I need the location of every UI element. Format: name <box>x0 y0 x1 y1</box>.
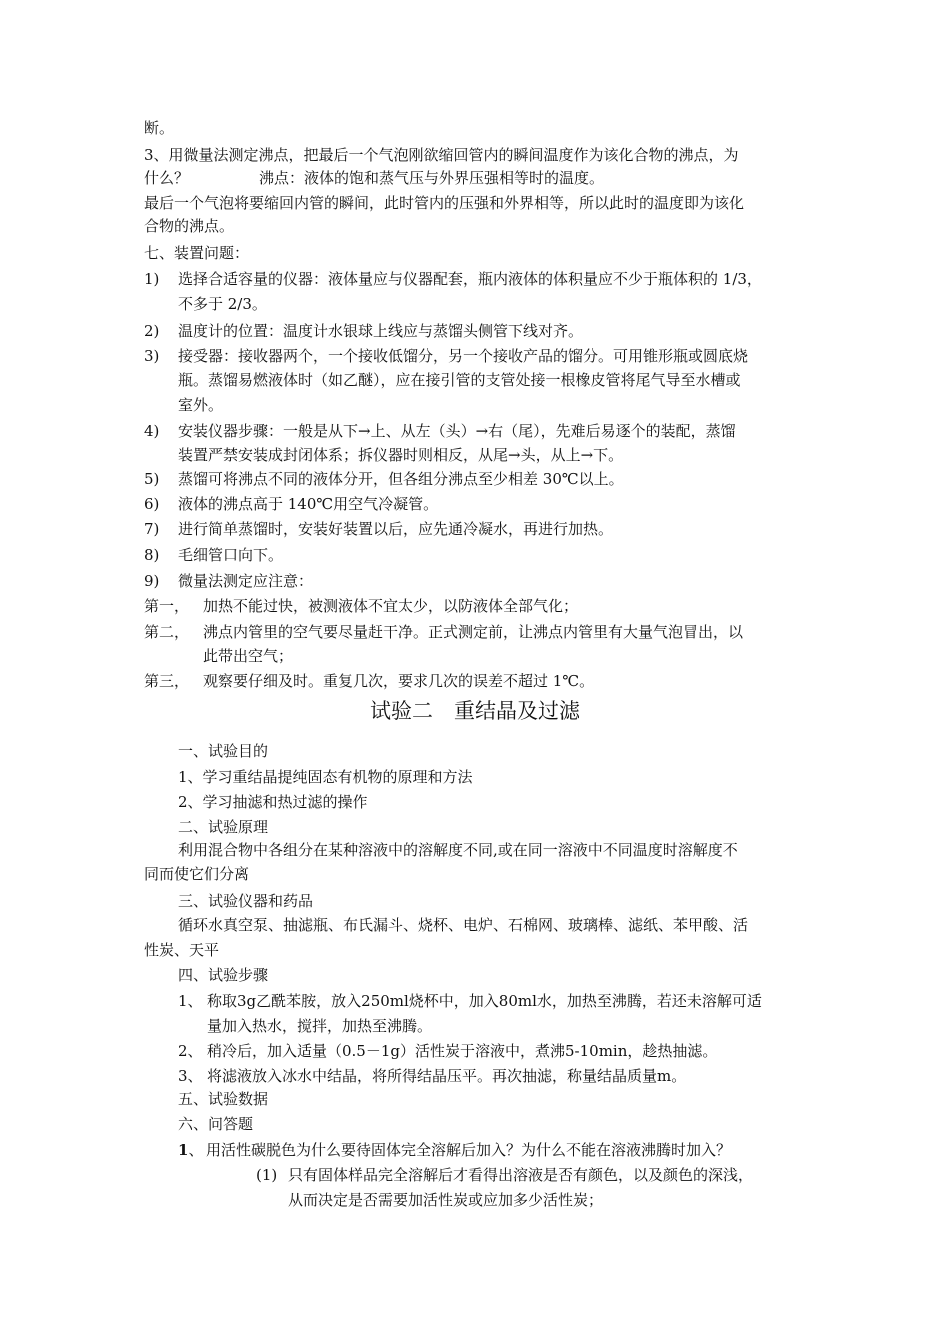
step-number: 3、 <box>178 1067 203 1085</box>
list-item-number: 4) <box>144 422 160 440</box>
step-number: 1、 <box>178 992 203 1010</box>
list-item-line: 装置严禁安装成封闭体系；拆仪器时则相反，从尾→头，从上→下。 <box>178 446 624 464</box>
subsection-title: 三、试验仪器和药品 <box>178 892 314 910</box>
note-line: 加热不能过快，被测液体不宜太少，以防液体全部气化； <box>203 597 579 615</box>
list-item-number: 6) <box>144 495 160 513</box>
note-line: 观察要仔细及时。重复几次，要求几次的误差不超过 1℃。 <box>203 672 595 690</box>
subsection-title: 五、试验数据 <box>178 1090 269 1108</box>
answer-line: 从而决定是否需要加活性炭或应加多少活性炭； <box>288 1191 604 1209</box>
note-label: 第三， <box>144 672 190 690</box>
list-item-line: 室外。 <box>178 396 224 414</box>
list-item-number: 7) <box>144 520 160 538</box>
list-item-number: 2) <box>144 322 160 340</box>
subsection-title: 二、试验原理 <box>178 818 269 836</box>
list-item-line: 安装仪器步骤：一般是从下→上、从左（头）→右（尾），先难后易逐个的装配，蒸馏 <box>178 422 736 440</box>
note-line: 此带出空气； <box>203 647 294 665</box>
text-line: 1、学习重结晶提纯固态有机物的原理和方法 <box>178 768 473 786</box>
list-item-line: 温度计的位置：温度计水银球上线应与蒸馏头侧管下线对齐。 <box>178 322 584 340</box>
list-item-line: 不多于 2/3。 <box>178 295 267 313</box>
text-line: 3、用微量法测定沸点，把最后一个气泡刚欲缩回管内的瞬间温度作为该化合物的沸点，为 <box>144 146 739 164</box>
question-text: 用活性碳脱色为什么要待固体完全溶解后加入？为什么不能在溶液沸腾时加入？ <box>206 1141 732 1159</box>
text-line: 合物的沸点。 <box>144 217 235 235</box>
list-item-line: 瓶。蒸馏易燃液体时（如乙醚），应在接引管的支管处接一根橡皮管将尾气导至水槽或 <box>178 371 741 389</box>
experiment-title: 试验二 重结晶及过滤 <box>370 699 580 723</box>
section-title: 七、装置问题： <box>144 244 250 262</box>
note-line: 沸点内管里的空气要尽量赶干净。正式测定前，让沸点内管里有大量气泡冒出，以 <box>203 623 744 641</box>
list-item-number: 5) <box>144 470 160 488</box>
subsection-title: 六、问答题 <box>178 1115 254 1133</box>
text-span: 沸点：液体的饱和蒸气压与外界压强相等时的温度。 <box>259 169 605 187</box>
list-item-number: 3) <box>144 347 160 365</box>
text-line <box>144 168 604 188</box>
question-sep: 、 <box>188 1141 204 1159</box>
list-item-line: 微量法测定应注意： <box>178 572 314 590</box>
text-line: 最后一个气泡将要缩回内管的瞬间，此时管内的压强和外界相等，所以此时的温度即为该化 <box>144 194 745 212</box>
list-item-number: 1) <box>144 270 160 288</box>
note-label: 第一， <box>144 597 190 615</box>
list-item-line: 蒸馏可将沸点不同的液体分开，但各组分沸点至少相差 30℃以上。 <box>178 470 624 488</box>
text-line: 断。 <box>144 119 175 137</box>
step-line: 称取3g乙酰苯胺，放入250ml烧杯中，加入80ml水，加热至沸腾，若还未溶解可适 <box>207 992 762 1010</box>
text-line: 性炭、天平 <box>144 941 220 959</box>
text-line: 循环水真空泵、抽滤瓶、布氏漏斗、烧杯、电炉、石棉网、玻璃棒、滤纸、苯甲酸、活 <box>178 916 749 934</box>
text-line: 同而使它们分离 <box>144 865 250 883</box>
list-item-number: 8) <box>144 546 160 564</box>
list-item-line: 接受器：接收器两个，一个接收低馏分，另一个接收产品的馏分。可用锥形瓶或圆底烧 <box>178 347 749 365</box>
text-line: 2、学习抽滤和热过滤的操作 <box>178 793 368 811</box>
step-line: 稍冷后，加入适量（0.5－1g）活性炭于溶液中，煮沸5-10min，趁热抽滤。 <box>207 1042 718 1060</box>
list-item-line: 毛细管口向下。 <box>178 546 284 564</box>
list-item-line: 进行简单蒸馏时，安装好装置以后，应先通冷凝水，再进行加热。 <box>178 520 614 538</box>
subsection-title: 一、试验目的 <box>178 742 269 760</box>
step-number: 2、 <box>178 1042 203 1060</box>
answer-number: (1) <box>256 1166 278 1184</box>
list-item-line: 选择合适容量的仪器：液体量应与仪器配套，瓶内液体的体积量应不少于瓶体积的 1/3， <box>178 270 762 288</box>
question-digit: 1 <box>178 1141 189 1159</box>
step-line: 量加入热水，搅拌，加热至沸腾。 <box>207 1017 433 1035</box>
subsection-title: 四、试验步骤 <box>178 966 269 984</box>
note-label: 第二， <box>144 623 190 641</box>
list-item-number: 9) <box>144 572 160 590</box>
text-line: 利用混合物中各组分在某种溶液中的溶解度不同,或在同一溶液中不同温度时溶解度不 <box>178 841 738 859</box>
step-line: 将滤液放入冰水中结晶，将所得结晶压平。再次抽滤，称量结晶质量m。 <box>207 1067 687 1085</box>
text-span: 什么？ <box>144 169 190 187</box>
list-item-line: 液体的沸点高于 140℃用空气冷凝管。 <box>178 495 439 513</box>
answer-line: 只有固体样品完全溶解后才看得出溶液是否有颜色，以及颜色的深浅， <box>288 1166 754 1184</box>
question-number <box>178 1140 203 1160</box>
